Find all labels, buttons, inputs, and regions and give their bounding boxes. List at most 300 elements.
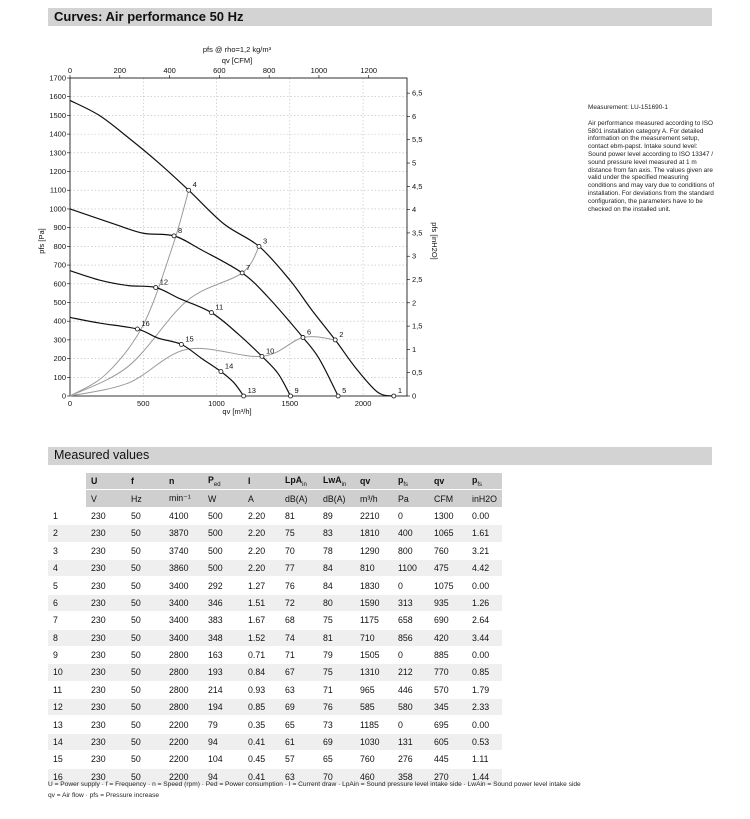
table-cell [393,473,429,490]
table-row [48,629,502,646]
table-cell: 104 [203,751,243,768]
table-cell: 0.71 [243,646,280,663]
table-cell: 0 [393,716,429,733]
table-cell: 3.21 [467,542,502,559]
cfm-tick-label: 1000 [310,66,328,75]
table-cell: 2.20 [243,525,280,542]
table-cell: 50 [126,559,164,576]
operating-point-16 [135,327,139,331]
table-cell: 3740 [164,542,203,559]
table-cell: 214 [203,681,243,698]
operating-point-label-6: 6 [306,327,312,337]
table-cell: 81 [280,507,318,524]
table-cell: 4100 [164,507,203,524]
y-tick-label: 1100 [49,185,66,195]
table-cell: 84 [318,559,355,576]
operating-point-label-2: 2 [339,329,344,339]
table-cell: 50 [126,664,164,681]
table-cell [318,473,355,490]
table-row [48,751,502,768]
y-tick-label: 1200 [49,167,66,177]
table-cell: 10 [48,664,86,681]
table-cell: 1.26 [467,594,502,611]
table-cell: 1075 [429,577,467,594]
table-cell: 57 [280,751,318,768]
operating-point-2 [333,338,337,342]
air-performance-chart [0,34,750,424]
table-cell: 585 [355,699,393,716]
inh2o-tick-label: 5 [412,158,417,168]
table-cell: 3400 [164,594,203,611]
unit-cell: dB(A) [280,490,318,507]
operating-point-15 [179,342,183,346]
table-cell: 7 [48,612,86,629]
inh2o-tick-label: 2,5 [412,275,423,285]
table-cell: 1310 [355,664,393,681]
x-tick-label: 2000 [354,399,372,408]
table-cell: 79 [203,716,243,733]
x-tick-label: 500 [137,399,150,408]
cfm-tick-label: 800 [262,66,276,75]
table-cell: 12 [48,699,86,716]
table-cell: 460 [355,768,393,785]
table-cell: 75 [318,664,355,681]
table-cell: 230 [86,629,126,646]
table-cell: 420 [429,629,467,646]
table-cell: 50 [126,507,164,524]
table-cell: 1 [48,507,86,524]
table-cell: 1100 [393,559,429,576]
table-cell: 131 [393,733,429,750]
table-cell: 75 [318,612,355,629]
table-cell: 2800 [164,646,203,663]
table-cell: 50 [126,699,164,716]
table-cell: 2200 [164,751,203,768]
table-cell: 230 [86,577,126,594]
table-cell: 1.27 [243,577,280,594]
chart-axes [49,66,422,408]
table-cell: 1.79 [467,681,502,698]
table-cell: 345 [429,699,467,716]
table-row [48,664,502,681]
unit-cell: min⁻¹ [164,490,203,507]
table-cell: 65 [318,751,355,768]
table-cell: 1.51 [243,594,280,611]
table-cell: 77 [280,559,318,576]
y-tick-label: 1500 [49,110,66,120]
table-cell: 11 [48,681,86,698]
column-header: qv [434,476,445,487]
table-cell: 80 [318,594,355,611]
table-cell: 2200 [164,768,203,785]
operating-point-14 [219,369,223,373]
y-tick-label: 100 [53,372,66,382]
inh2o-tick-label: 3,5 [412,228,423,238]
table-cell [48,490,86,507]
table-row [48,733,502,750]
unit-cell: Hz [126,490,164,507]
operating-point-label-13: 13 [247,386,256,395]
table-cell [243,473,280,490]
table-cell: 1175 [355,612,393,629]
column-header: P [208,474,214,485]
operating-point-13 [242,394,246,398]
operating-point-label-8: 8 [178,225,183,235]
table-cell: 2800 [164,664,203,681]
table-cell: 94 [203,768,243,785]
table-cell: 230 [86,525,126,542]
operating-point-12 [154,286,158,290]
column-header-subscript: in [302,481,307,488]
unit-cell: inH2O [467,490,502,507]
table-cell: 358 [393,768,429,785]
table-cell: 230 [86,542,126,559]
table-cell: 500 [203,507,243,524]
table-cell: 230 [86,612,126,629]
table-cell: 67 [280,664,318,681]
y-tick-label: 1700 [49,73,66,83]
table-cell: 16 [48,768,86,785]
table-cell: 1.11 [467,751,502,768]
y-tick-label: 1000 [49,204,66,214]
table-cell: 230 [86,751,126,768]
table-cell: 69 [280,699,318,716]
table-cell: 76 [280,577,318,594]
operating-point-1 [392,394,396,398]
table-cell [203,473,243,490]
table-cell: 0.45 [243,751,280,768]
chart-right-axis-label: pfs [inH2O] [430,222,439,260]
table-cell: 3400 [164,629,203,646]
table-cell [126,473,164,490]
table-cell: 346 [203,594,243,611]
y-tick-label: 300 [53,335,66,345]
table-cell: 1030 [355,733,393,750]
table-cell: 2 [48,525,86,542]
column-header: p [398,474,404,485]
operating-point-label-14: 14 [224,361,234,371]
table-row [48,681,502,698]
measurement-description: Air performance measured according to ISO 5801 installation category A. For detailed information on the measurement setup, contact ebm-papst. Intake sound level: Sound power level according to ISO 13347 / sound pressure level measured at 1 m distance from fan axis. The values given are valid under the specified measuring conditions and may vary due to conditions of installation. For deviations from the standard configuration, the parameters have to be checked on the installed unit. [588,119,715,213]
x-tick-label: 1000 [208,399,225,408]
operating-point-label-15: 15 [185,334,194,344]
table-cell: 0.85 [243,699,280,716]
table-cell: 70 [318,768,355,785]
table-cell: 1185 [355,716,393,733]
fan-curve-4 [70,317,244,396]
operating-point-11 [209,311,213,315]
inh2o-tick-label: 2 [412,298,417,308]
table-cell: 1290 [355,542,393,559]
column-header: I [248,476,251,487]
unit-cell: W [203,490,243,507]
table-cell: 1505 [355,646,393,663]
footnote-line-1: U = Power supply · f = Frequency · n = Speed (rpm) · Ped = Power consumption · I = Current draw · LpAin = Sound pressure level intake side · LwAin = Sound power level intake side [48,781,581,788]
table-cell [164,473,203,490]
table-cell: 8 [48,629,86,646]
table-row [48,559,502,576]
table-cell: 935 [429,594,467,611]
table-cell: 230 [86,664,126,681]
table-cell: 230 [86,733,126,750]
inh2o-tick-label: 3 [412,251,417,261]
inh2o-tick-label: 5,5 [412,135,423,145]
unit-cell: V [86,490,126,507]
table-cell: 0.35 [243,716,280,733]
table-cell: 0.00 [467,646,502,663]
chart-top-label: pfs @ rho=1,2 kg/m³ [202,45,272,54]
table-cell: 84 [318,577,355,594]
table-cell: 230 [86,507,126,524]
table-cell: 2200 [164,716,203,733]
x-tick-label: 0 [67,399,73,408]
table-cell: 3870 [164,525,203,542]
cfm-tick-label: 1200 [360,66,378,75]
table-cell: 69 [318,733,355,750]
table-row [48,507,502,524]
measurement-notes [588,104,716,213]
table-cell: 445 [429,751,467,768]
table-cell: 230 [86,594,126,611]
table-cell: 72 [280,594,318,611]
y-tick-label: 900 [53,223,66,233]
operating-point-9 [289,394,293,398]
table-cell: 0.84 [243,664,280,681]
table-cell: 2200 [164,733,203,750]
column-header: f [131,476,134,487]
table-cell: 2.64 [467,612,502,629]
operating-point-label-7: 7 [246,262,251,272]
table-cell: 230 [86,699,126,716]
unit-cell: Pa [393,490,429,507]
operating-point-5 [336,394,340,398]
table-cell: 79 [318,646,355,663]
table-cell: 2800 [164,699,203,716]
inh2o-tick-label: 1,5 [412,321,423,331]
chart-curves [70,100,394,396]
table-cell: 2.20 [243,559,280,576]
column-header: LpA [285,474,303,485]
table-cell: 230 [86,768,126,785]
operating-point-10 [260,354,264,358]
table-cell: 6 [48,594,86,611]
chart-grid [70,78,407,396]
table-cell: 50 [126,594,164,611]
unit-cell: m³/h [355,490,393,507]
table-cell: 0.53 [467,733,502,750]
operating-point-label-3: 3 [263,236,268,246]
operating-point-label-12: 12 [159,277,169,287]
inh2o-tick-label: 1 [412,344,417,354]
table-cell: 0.41 [243,733,280,750]
table-cell: 2800 [164,681,203,698]
table-cell: 50 [126,629,164,646]
table-cell: 276 [393,751,429,768]
table-cell: 4.42 [467,559,502,576]
table-cell: 500 [203,559,243,576]
table-cell: 73 [318,716,355,733]
table-cell: 770 [429,664,467,681]
table-row [48,473,502,490]
table-cell: 14 [48,733,86,750]
table-cell: 695 [429,716,467,733]
table-cell: 348 [203,629,243,646]
table-cell: 74 [280,629,318,646]
section-title-bar [48,8,712,26]
table-cell: 2.33 [467,699,502,716]
table-cell: 800 [393,542,429,559]
inh2o-tick-label: 6 [412,111,417,121]
measurement-id: Measurement: LU-151690-1 [588,104,668,111]
table-cell: 1.52 [243,629,280,646]
table-row [48,525,502,542]
table-cell: 68 [280,612,318,629]
measured-values-title: Measured values [54,448,150,462]
measured-values-bar [48,447,712,465]
table-cell: 570 [429,681,467,698]
table-cell: 63 [280,768,318,785]
inh2o-tick-label: 4 [412,205,417,215]
y-tick-label: 400 [53,316,66,326]
table-cell: 1590 [355,594,393,611]
table-cell: 1810 [355,525,393,542]
table-cell: 0.93 [243,681,280,698]
table-cell: 3860 [164,559,203,576]
table-cell: 50 [126,733,164,750]
table-cell: 5 [48,577,86,594]
table-cell: 313 [393,594,429,611]
operating-point-8 [172,234,176,238]
table-row [48,577,502,594]
table-cell: 83 [318,525,355,542]
operating-point-label-1: 1 [397,386,402,395]
fan-curve-1 [70,100,394,396]
inh2o-tick-label: 6,5 [412,88,423,98]
legend-footnote [48,779,728,801]
operating-point-label-9: 9 [294,386,299,395]
column-header: LwA [323,474,342,485]
table-cell: 94 [203,733,243,750]
table-cell: 3.44 [467,629,502,646]
table-row [48,542,502,559]
table-cell: 50 [126,751,164,768]
column-header: U [91,476,98,487]
table-cell: 3 [48,542,86,559]
inh2o-tick-label: 4,5 [412,181,423,191]
unit-cell: dB(A) [318,490,355,507]
table-cell: 0 [393,646,429,663]
table-cell: 71 [318,681,355,698]
table-cell: 500 [203,542,243,559]
table-cell: 1300 [429,507,467,524]
table-cell [48,473,86,490]
operating-point-3 [257,244,261,248]
table-cell: 0.00 [467,507,502,524]
y-tick-label: 500 [53,297,66,307]
y-tick-label: 700 [53,260,66,270]
inh2o-tick-label: 0 [412,391,417,401]
chart-x-axis-label: qv [m³/h] [222,407,252,416]
table-cell: 475 [429,559,467,576]
x-tick-label: 1500 [281,399,299,408]
table-cell [280,473,318,490]
column-header-subscript: ed [213,481,221,488]
table-cell: 61 [280,733,318,750]
table-cell: 2.20 [243,507,280,524]
table-cell: 50 [126,525,164,542]
table-cell: 580 [393,699,429,716]
table-cell: 50 [126,681,164,698]
operating-point-7 [240,271,244,275]
table-cell: 71 [280,646,318,663]
table-cell: 193 [203,664,243,681]
y-tick-label: 1600 [49,92,66,102]
table-cell: 15 [48,751,86,768]
table-cell [86,473,126,490]
table-cell: 50 [126,612,164,629]
table-row [48,594,502,611]
table-cell: 230 [86,559,126,576]
table-cell: 760 [355,751,393,768]
table-cell: 50 [126,646,164,663]
column-header-subscript: fs [403,481,409,488]
table-cell: 212 [393,664,429,681]
table-cell: 70 [280,542,318,559]
table-row [48,612,502,629]
table-cell: 63 [280,681,318,698]
cfm-tick-label: 200 [113,66,127,75]
table-cell: 13 [48,716,86,733]
table-cell: 0.00 [467,577,502,594]
table-cell: 81 [318,629,355,646]
table-cell: 810 [355,559,393,576]
chart-cfm-axis-label: qv [CFM] [221,56,253,65]
table-cell: 3400 [164,577,203,594]
column-header: qv [360,476,371,487]
table-cell [429,473,467,490]
inh2o-tick-label: 0,5 [412,368,423,378]
y-tick-label: 0 [61,391,66,401]
y-tick-label: 600 [53,279,66,289]
table-row [48,490,502,507]
table-cell: 383 [203,612,243,629]
footnote-line-2: qv = Air flow · pfs = Pressure increase [48,792,160,799]
table-cell: 50 [126,716,164,733]
operating-point-6 [301,335,305,339]
chart-left-axis-label: pfs [Pa] [37,228,46,254]
column-header: n [169,476,175,487]
table-cell [467,473,502,490]
table-cell: 230 [86,646,126,663]
table-cell: 50 [126,542,164,559]
table-cell: 0.41 [243,768,280,785]
table-cell: 65 [280,716,318,733]
table-cell: 1065 [429,525,467,542]
operating-point-4 [187,188,191,192]
table-row [48,699,502,716]
unit-cell: CFM [429,490,467,507]
table-row [48,646,502,663]
table-cell: 690 [429,612,467,629]
y-tick-label: 200 [53,354,66,364]
table-cell: 76 [318,699,355,716]
table-cell: 50 [126,768,164,785]
measured-values-table [48,473,502,786]
y-tick-label: 800 [53,241,66,251]
table-cell: 292 [203,577,243,594]
table-cell: 400 [393,525,429,542]
table-cell: 78 [318,542,355,559]
